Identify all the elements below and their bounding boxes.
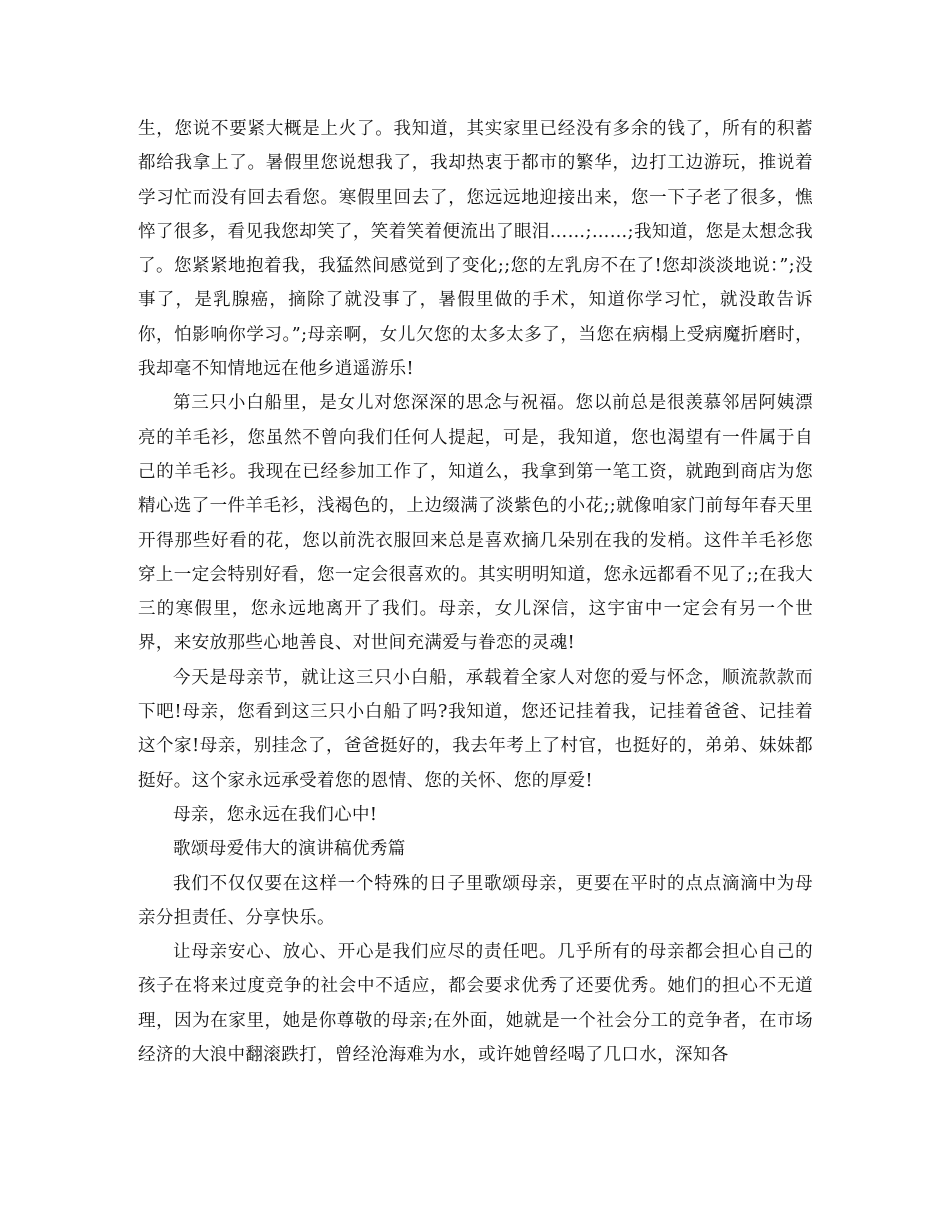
- paragraph-third-boat: 第三只小白船里，是女儿对您深深的思念与祝福。您以前总是很羡慕邻居阿姨漂亮的羊毛衫，您虽然不曾向我们任何人提起，可是，我知道，您也渴望有一件属于自己的羊毛衫。我现在已经参加工作了，知道么，我拿到第一笔工资，就跑到商店为您精心选了一件羊毛衫，浅褐色的，上边缀满了淡紫色的小花;;就像咱家门前每年春天里开得那些好看的花，您以前洗衣服回来总是喜欢摘几朵别在我的发梢。这件羊毛衫您穿上一定会特别好看，您一定会很喜欢的。其实明明知道，您永远都看不见了;;在我大三的寒假里，您永远地离开了我们。母亲，女儿深信，这宇宙中一定会有另一个世界，来安放那些心地善良、对世间充满爱与眷恋的灵魂!: [138, 393, 813, 654]
- paragraph-mothers-day: 今天是母亲节，就让这三只小白船，承载着全家人对您的爱与怀念，顺流款款而下吧!母亲，您看到这三只小白船了吗?我知道，您还记挂着我，记挂着爸爸、记挂着这个家!母亲，别挂念了，爸爸挺好的，我去年考上了村官，也挺好的，弟弟、妹妹都挺好。这个家永远承受着您的恩情、您的关怀、您的厚爱!: [138, 667, 813, 791]
- paragraph-intro: 我们不仅仅要在这样一个特殊的日子里歌颂母亲，更要在平时的点点滴滴中为母亲分担责任、分享快乐。: [138, 873, 813, 928]
- paragraph-continued: 生，您说不要紧大概是上火了。我知道，其实家里已经没有多余的钱了，所有的积蓄都给我拿上了。暑假里您说想我了，我却热衷于都市的繁华，边打工边游玩，推说着学习忙而没有回去看您。寒假里回去了，您远远地迎接出来，您一下子老了很多，憔悴了很多，看见我您却笑了，笑着笑着便流出了眼泪……;……;我知道，您是太想念我了。您紧紧地抱着我，我猛然间感觉到了变化;;您的左乳房不在了!您却淡淡地说：”;没事了，是乳腺癌，摘除了就没事了，暑假里做的手术，知道你学习忙，就没敢告诉你，怕影响你学习。”;母亲啊，女儿欠您的太多太多了，当您在病榻上受病魔折磨时，我却毫不知情地远在他乡逍遥游乐!: [138, 119, 813, 380]
- document-page: [138, 112, 813, 1072]
- paragraph-closing-line: 母亲，您永远在我们心中!: [173, 804, 378, 825]
- section-heading: 歌颂母爱伟大的演讲稿优秀篇: [173, 839, 406, 860]
- paragraph-responsibility: 让母亲安心、放心、开心是我们应尽的责任吧。几乎所有的母亲都会担心自己的孩子在将来过度竞争的社会中不适应，都会要求优秀了还要优秀。她们的担心不无道理，因为在家里，她是你尊敬的母亲;在外面，她就是一个社会分工的竞争者，在市场经济的大浪中翻滚跌打，曾经沧海难为水，或许她曾经喝了几口水，深知各: [138, 942, 813, 1066]
